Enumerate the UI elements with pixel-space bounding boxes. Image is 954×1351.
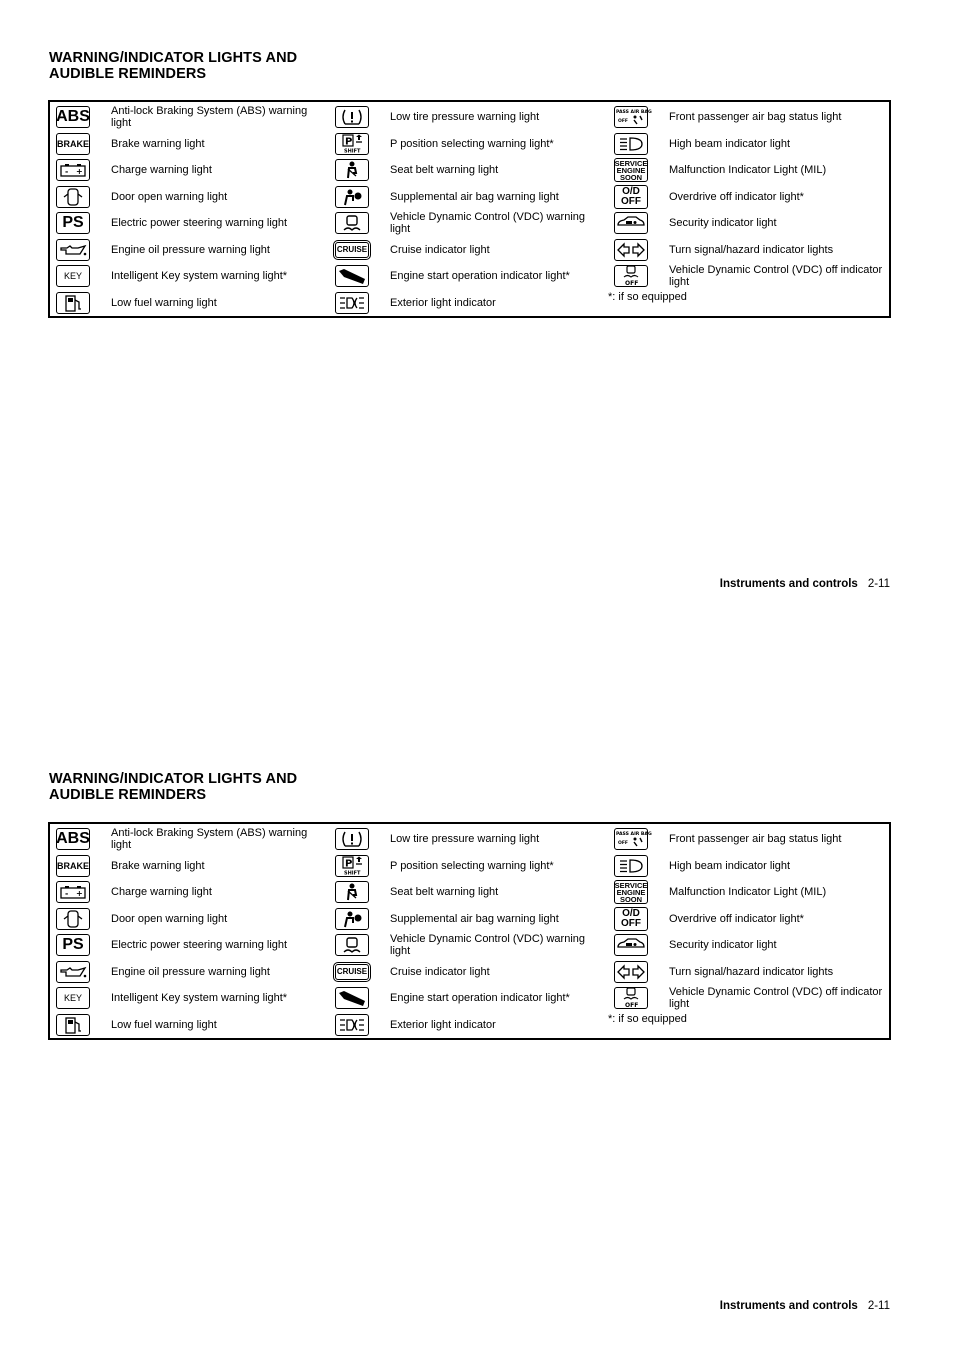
svg-text:SHIFT: SHIFT — [344, 148, 361, 155]
indicator-label: Vehicle Dynamic Control (VDC) warning light — [390, 211, 586, 236]
turn-signal-icon — [614, 961, 648, 983]
vdc-off-icon — [614, 987, 648, 1009]
indicator-row — [50, 1012, 329, 1039]
indicator-row — [329, 1012, 608, 1039]
indicator-row — [50, 157, 329, 184]
indicator-row — [50, 104, 329, 131]
p-shift-icon — [335, 855, 369, 877]
section-heading — [49, 772, 297, 803]
footer-section-name: Instruments and controls — [719, 578, 858, 590]
indicator-row — [329, 104, 608, 131]
indicator-label: Malfunction Indicator Light (MIL) — [669, 164, 827, 177]
indicator-label: Cruise indicator light — [390, 243, 490, 256]
service-engine-glyph: SERVICE ENGINE SOON — [614, 158, 648, 182]
abs-icon — [56, 828, 90, 850]
vdc-off-icon — [614, 265, 648, 287]
indicator-label: Low fuel warning light — [111, 1018, 217, 1031]
cruise-glyph: CRUISE — [336, 245, 368, 255]
indicator-row — [50, 184, 329, 211]
indicator-label: Overdrive off indicator light* — [669, 912, 804, 925]
engine-start-icon — [335, 987, 369, 1009]
indicator-row — [50, 263, 329, 290]
heading-line-2: AUDIBLE REMINDERS — [49, 65, 207, 82]
indicator-label: Engine start operation indicator light* — [390, 270, 570, 283]
pass-airbag-icon — [614, 828, 652, 850]
exterior-light-icon — [335, 292, 369, 314]
od-off-glyph: O/D OFF — [621, 185, 641, 207]
indicator-label: Exterior light indicator — [390, 296, 496, 309]
ps-icon — [56, 934, 90, 956]
key-icon — [56, 265, 90, 287]
brake-glyph: BRAKE — [57, 138, 90, 149]
heading-line-1: WARNING/INDICATOR LIGHTS AND — [49, 771, 298, 787]
door-open-icon — [56, 908, 90, 930]
indicator-row — [329, 906, 608, 933]
indicator-row — [608, 959, 888, 986]
footnote-cell — [608, 290, 888, 317]
fuel-pump-icon — [56, 1014, 90, 1036]
indicator-row — [329, 157, 608, 184]
indicator-label: Turn signal/hazard indicator lights — [669, 965, 834, 978]
indicator-label: Vehicle Dynamic Control (VDC) off indicator light — [669, 986, 883, 1011]
svg-text:PASS AIR BAG: PASS AIR BAG — [616, 832, 652, 838]
pass-airbag-icon — [614, 106, 652, 128]
indicator-row — [50, 959, 329, 986]
abs-glyph: ABS — [56, 108, 90, 126]
indicator-label: Intelligent Key system warning light* — [111, 270, 288, 283]
indicator-row — [608, 906, 888, 933]
turn-signal-icon — [614, 239, 648, 261]
indicator-row — [608, 237, 888, 264]
key-glyph: KEY — [63, 993, 82, 1004]
indicator-grid — [48, 100, 891, 318]
indicator-label: Engine oil pressure warning light — [111, 243, 270, 256]
svg-text:OFF: OFF — [618, 119, 628, 125]
service-engine-glyph: SERVICE ENGINE SOON — [614, 880, 648, 904]
svg-text:SHIFT: SHIFT — [344, 870, 361, 877]
key-icon — [56, 987, 90, 1009]
indicator-row — [50, 237, 329, 264]
indicator-label: Intelligent Key system warning light* — [111, 992, 288, 1005]
indicator-row — [50, 210, 329, 237]
svg-text:P: P — [345, 858, 353, 870]
abs-icon — [56, 106, 90, 128]
indicator-row — [329, 985, 608, 1012]
indicator-row — [608, 879, 888, 906]
indicator-label: Anti-lock Braking System (ABS) warning light — [111, 827, 308, 852]
indicator-label: P position selecting warning light* — [390, 859, 554, 872]
cruise-icon — [335, 242, 369, 258]
indicator-row — [329, 237, 608, 264]
indicator-label: Overdrive off indicator light* — [669, 190, 804, 203]
page-footer — [720, 1300, 890, 1312]
service-engine-icon — [614, 880, 648, 904]
svg-text:-: - — [65, 889, 69, 899]
indicator-row — [329, 826, 608, 853]
indicator-row — [329, 263, 608, 290]
battery-icon — [56, 881, 90, 903]
indicator-label: Charge warning light — [111, 164, 212, 177]
indicator-row — [50, 853, 329, 880]
indicator-row — [50, 290, 329, 317]
section-heading — [49, 51, 297, 82]
indicator-label: Low tire pressure warning light — [390, 833, 540, 846]
indicator-row — [608, 184, 888, 211]
abs-glyph: ABS — [56, 830, 90, 848]
seat-belt-icon — [335, 159, 369, 181]
indicator-label: Engine start operation indicator light* — [390, 992, 570, 1005]
footer-page-number: 2-11 — [867, 1300, 890, 1312]
fuel-pump-icon — [56, 292, 90, 314]
indicator-label: Supplemental air bag warning light — [390, 912, 559, 925]
svg-text:+: + — [76, 889, 83, 899]
indicator-label: High beam indicator light — [669, 137, 791, 150]
brake-icon — [56, 855, 90, 877]
ps-glyph: PS — [62, 936, 84, 954]
indicator-label: Exterior light indicator — [390, 1018, 496, 1031]
indicator-row — [608, 985, 888, 1012]
vdc-icon — [335, 934, 369, 956]
footnote: *: if so equipped — [608, 1012, 687, 1025]
indicator-row — [329, 853, 608, 880]
svg-text:-: - — [65, 167, 69, 177]
svg-text:+: + — [76, 167, 83, 177]
brake-glyph: BRAKE — [57, 860, 90, 871]
indicator-row — [329, 131, 608, 158]
indicator-label: Cruise indicator light — [390, 965, 490, 978]
indicator-row — [329, 959, 608, 986]
svg-text:OFF: OFF — [618, 841, 628, 847]
exterior-light-icon — [335, 1014, 369, 1036]
indicator-label: Engine oil pressure warning light — [111, 965, 270, 978]
oil-can-icon — [56, 961, 90, 983]
svg-text:PASS AIR BAG: PASS AIR BAG — [616, 110, 652, 116]
brake-icon — [56, 133, 90, 155]
seat-belt-icon — [335, 881, 369, 903]
indicator-row — [608, 826, 888, 853]
indicator-row — [50, 131, 329, 158]
indicator-label: Front passenger air bag status light — [669, 833, 842, 846]
indicator-row — [608, 853, 888, 880]
indicator-label: Seat belt warning light — [390, 164, 499, 177]
indicator-row — [329, 932, 608, 959]
indicator-label: Door open warning light — [111, 190, 228, 203]
svg-text:OFF: OFF — [625, 1002, 639, 1010]
ps-glyph: PS — [62, 214, 84, 232]
indicator-row — [608, 157, 888, 184]
cruise-glyph: CRUISE — [336, 967, 368, 977]
indicator-row — [50, 932, 329, 959]
tire-pressure-icon — [335, 828, 369, 850]
indicator-row — [608, 932, 888, 959]
footer-section-name: Instruments and controls — [719, 1300, 858, 1312]
indicator-label: Front passenger air bag status light — [669, 111, 842, 124]
indicator-label: Security indicator light — [669, 217, 777, 230]
indicator-row — [329, 210, 608, 237]
indicator-label: Charge warning light — [111, 886, 212, 899]
security-car-icon — [614, 934, 648, 956]
indicator-row — [329, 290, 608, 317]
indicator-row — [50, 906, 329, 933]
p-shift-icon — [335, 133, 369, 155]
indicator-label: Seat belt warning light — [390, 886, 499, 899]
oil-can-icon — [56, 239, 90, 261]
airbag-icon — [335, 908, 369, 930]
airbag-icon — [335, 186, 369, 208]
od-off-icon — [614, 185, 648, 209]
svg-text:OFF: OFF — [625, 280, 639, 288]
indicator-label: Vehicle Dynamic Control (VDC) warning light — [390, 933, 586, 958]
indicator-row — [608, 104, 888, 131]
indicator-label: Door open warning light — [111, 912, 228, 925]
indicator-label: Electric power steering warning light — [111, 939, 288, 952]
battery-icon — [56, 159, 90, 181]
indicator-label: Low fuel warning light — [111, 296, 217, 309]
indicator-label: Security indicator light — [669, 939, 777, 952]
door-open-icon — [56, 186, 90, 208]
security-car-icon — [614, 212, 648, 234]
cruise-icon — [335, 964, 369, 980]
heading-line-2: AUDIBLE REMINDERS — [49, 786, 207, 803]
indicator-label: P position selecting warning light* — [390, 137, 554, 150]
indicator-label: Malfunction Indicator Light (MIL) — [669, 886, 827, 899]
od-off-icon — [614, 907, 648, 931]
indicator-grid — [48, 822, 891, 1040]
ps-icon — [56, 212, 90, 234]
svg-text:P: P — [345, 136, 353, 148]
indicator-row — [608, 131, 888, 158]
indicator-row — [329, 879, 608, 906]
indicator-row — [50, 826, 329, 853]
high-beam-icon — [614, 133, 648, 155]
indicator-row — [608, 263, 888, 290]
indicator-label: High beam indicator light — [669, 859, 791, 872]
indicator-row — [50, 985, 329, 1012]
indicator-label: Brake warning light — [111, 859, 205, 872]
indicator-label: Vehicle Dynamic Control (VDC) off indicator light — [669, 264, 883, 289]
engine-start-icon — [335, 265, 369, 287]
key-glyph: KEY — [63, 271, 82, 282]
od-off-glyph: O/D OFF — [621, 907, 641, 929]
heading-line-1: WARNING/INDICATOR LIGHTS AND — [49, 50, 298, 66]
indicator-label: Supplemental air bag warning light — [390, 190, 559, 203]
tire-pressure-icon — [335, 106, 369, 128]
footer-page-number: 2-11 — [867, 578, 890, 590]
service-engine-icon — [614, 158, 648, 182]
indicator-row — [608, 210, 888, 237]
vdc-icon — [335, 212, 369, 234]
indicator-label: Turn signal/hazard indicator lights — [669, 243, 834, 256]
indicator-label: Electric power steering warning light — [111, 217, 288, 230]
footnote-cell — [608, 1012, 888, 1039]
high-beam-icon — [614, 855, 648, 877]
indicator-label: Anti-lock Braking System (ABS) warning light — [111, 105, 308, 130]
indicator-label: Brake warning light — [111, 137, 205, 150]
indicator-row — [329, 184, 608, 211]
indicator-label: Low tire pressure warning light — [390, 111, 540, 124]
page-footer — [720, 578, 890, 590]
footnote: *: if so equipped — [608, 290, 687, 303]
indicator-row — [50, 879, 329, 906]
